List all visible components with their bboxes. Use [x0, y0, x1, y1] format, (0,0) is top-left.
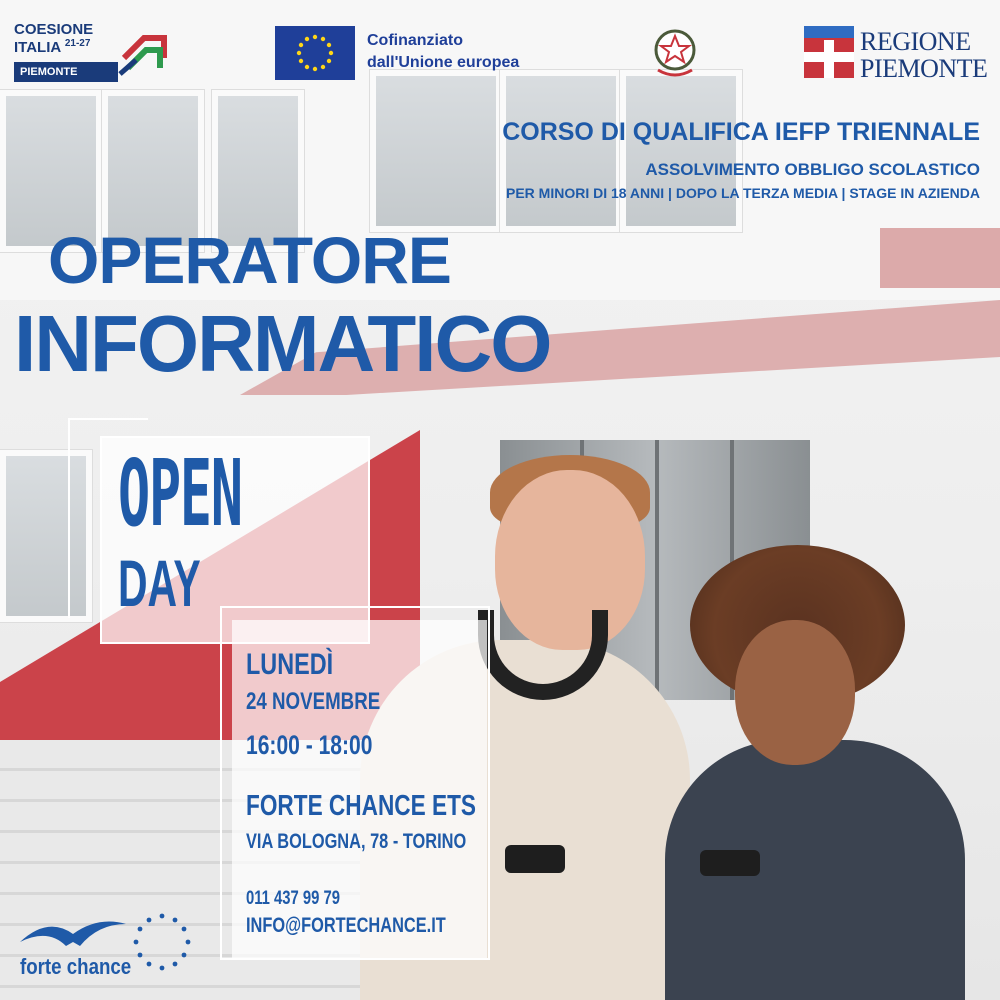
course-subtitle: ASSOLVIMENTO OBBLIGO SCOLASTICO [645, 160, 980, 179]
event-phone[interactable]: 011 437 99 79 [246, 888, 340, 909]
event-email[interactable]: INFO@FORTECHANCE.IT [246, 914, 446, 937]
headline-line2: INFORMATICO [14, 299, 551, 388]
seagull-icon [18, 912, 128, 952]
door-frame [655, 440, 659, 700]
building-window [500, 70, 622, 232]
regione-piemonte-label: REGIONE PIEMONTE [860, 27, 988, 83]
canopy-block [880, 228, 1000, 288]
student-girl-face [735, 620, 855, 765]
forte-chance-logo-text: forte chance [20, 954, 132, 979]
building-window [370, 70, 502, 232]
event-organization: FORTE CHANCE ETS [246, 790, 476, 822]
event-weekday: LUNEDÌ [246, 648, 334, 681]
headline-line1: OPERATORE [48, 223, 451, 297]
day-label: DAY [118, 546, 201, 620]
smartphone [700, 850, 760, 876]
eu-stars-icon [130, 910, 194, 974]
course-title: CORSO DI QUALIFICA IEFP TRIENNALE [502, 118, 980, 146]
eu-cofinanced-label: Cofinanziato dall'Unione europea [367, 32, 520, 71]
open-label: OPEN [118, 440, 242, 547]
building-window [620, 70, 742, 232]
italian-republic-emblem-icon [652, 26, 698, 78]
coesione-arrows-icon [118, 28, 168, 80]
event-address: VIA BOLOGNA, 78 - TORINO [246, 830, 467, 853]
eu-flag-icon [275, 26, 355, 80]
coesione-text: COESIONE [14, 21, 94, 38]
event-date: 24 NOVEMBRE [246, 688, 381, 715]
italia-text: ITALIA $^{21-27}$ [14, 38, 91, 56]
course-details: PER MINORI DI 18 ANNI | DOPO LA TERZA MEDIA | STAGE IN AZIENDA [505, 185, 980, 201]
regione-piemonte-shield-icon [804, 26, 854, 78]
event-time: 16:00 - 18:00 [246, 730, 373, 760]
coesione-italia-logo [14, 22, 164, 86]
piemonte-bar: PIEMONTE [14, 62, 118, 82]
smartphone [505, 845, 565, 873]
